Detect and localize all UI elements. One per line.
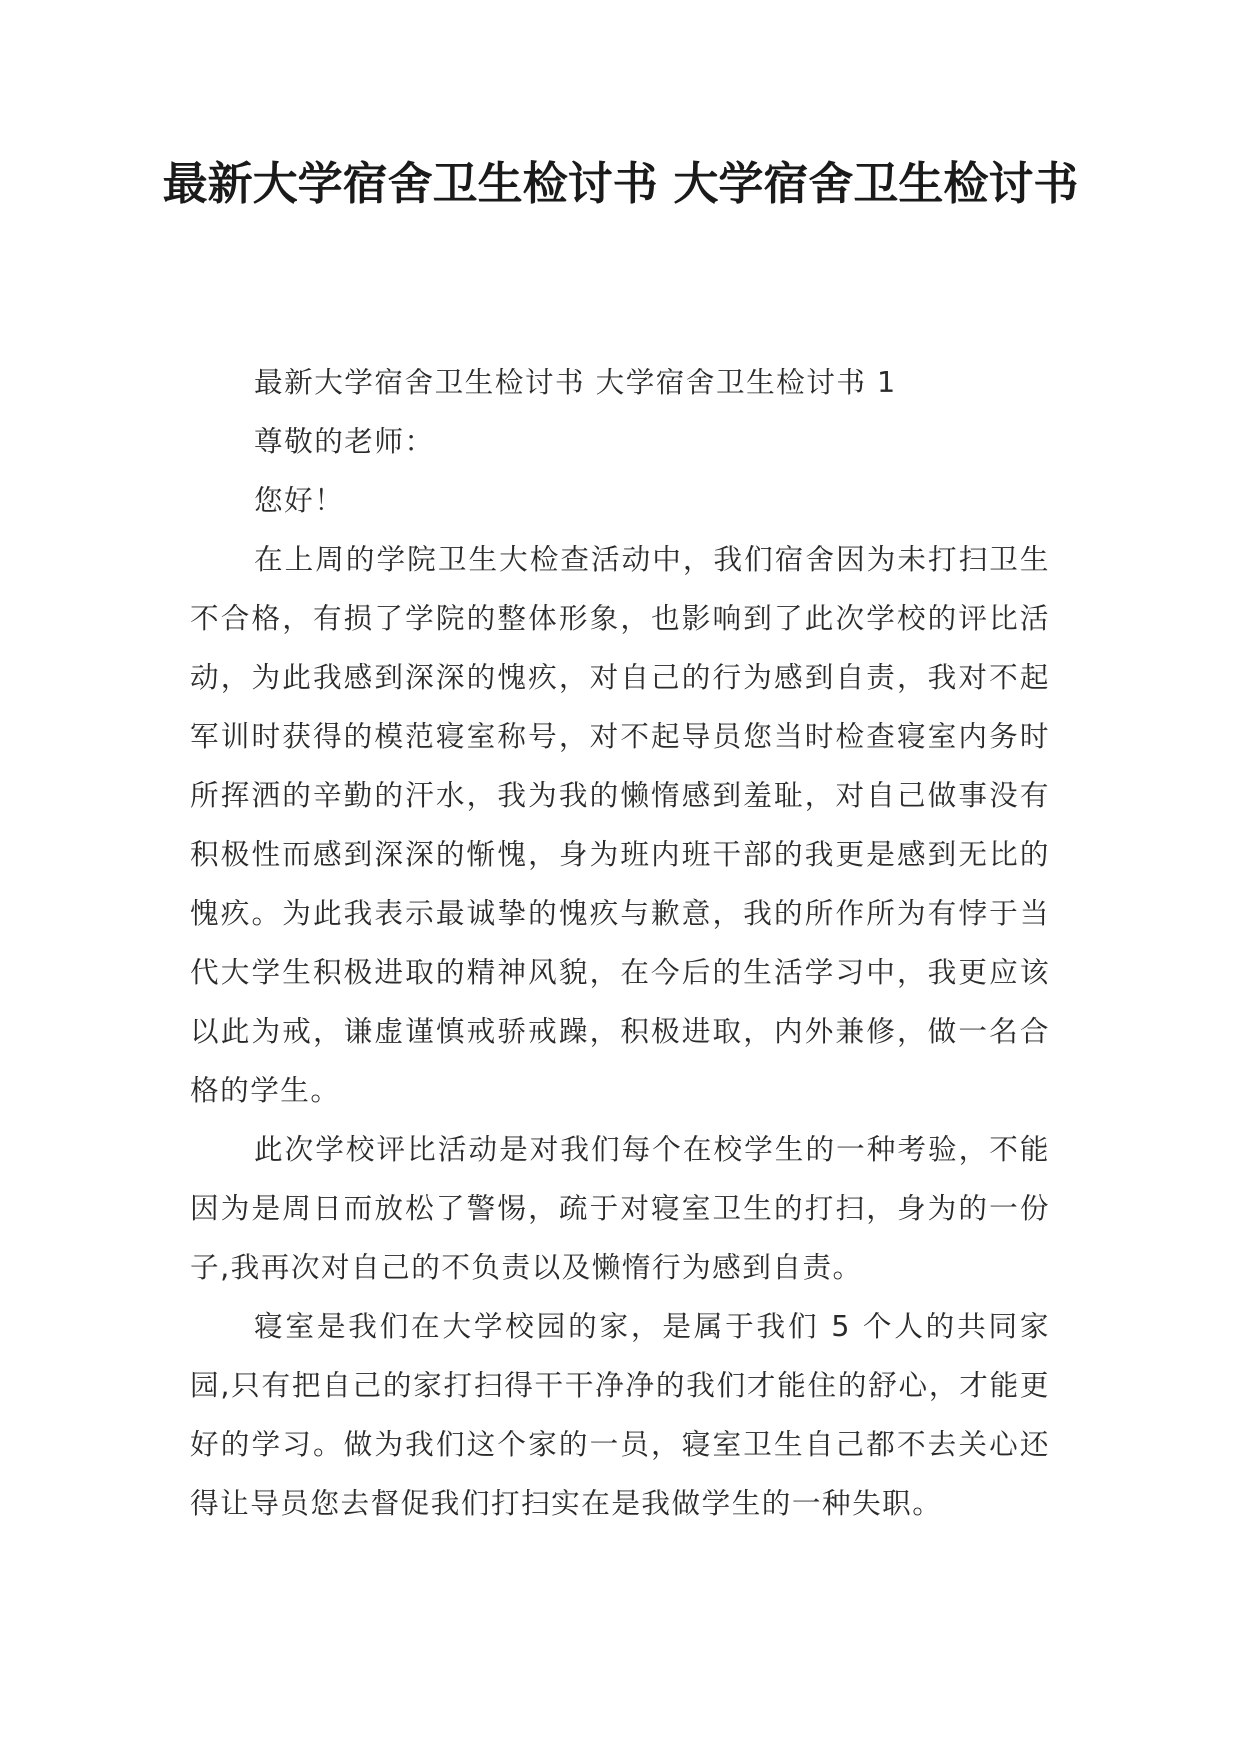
paragraph-heading: 最新大学宿舍卫生检讨书 大学宿舍卫生检讨书 1 (254, 365, 897, 399)
paragraph-body: 寝室是我们在大学校园的家，是属于我们 5 个人的共同家园,只有把自己的家打扫得干干净净的我们才能住的舒心，才能更好的学习。做为我们这个家的一员，寝室卫生自己都不去关心还得让导员您去督促我们打扫实在是我做学生的一种失职。 (190, 1309, 1050, 1520)
paragraph-greeting: 您好！ (254, 483, 345, 517)
document-body (190, 353, 1050, 1533)
document-title: 最新大学宿舍卫生检讨书 大学宿舍卫生检讨书 (162, 157, 1079, 210)
paragraph-body: 在上周的学院卫生大检查活动中，我们宿舍因为未打扫卫生不合格，有损了学院的整体形象，也影响到了此次学校的评比活动，为此我感到深深的愧疚，对自己的行为感到自责，我对不起军训时获得的模范寝室称号，对不起导员您当时检查寝室内务时所挥洒的辛勤的汗水，我为我的懒惰感到羞耻，对自己做事没有积极性而感到深深的惭愧，身为班内班干部的我更是感到无比的愧疚。为此我表示最诚挚的愧疚与歉意，我的所作所为有悖于当代大学生积极进取的精神风貌，在今后的生活学习中，我更应该以此为戒，谦虚谨慎戒骄戒躁，积极进取，内外兼修，做一名合格的学生。 (190, 542, 1050, 1107)
paragraph-body: 此次学校评比活动是对我们每个在校学生的一种考验，不能因为是周日而放松了警惕，疏于对寝室卫生的打扫，身为的一份子,我再次对自己的不负责以及懒惰行为感到自责。 (190, 1132, 1050, 1284)
paragraph-salutation: 尊敬的老师： (254, 424, 435, 458)
